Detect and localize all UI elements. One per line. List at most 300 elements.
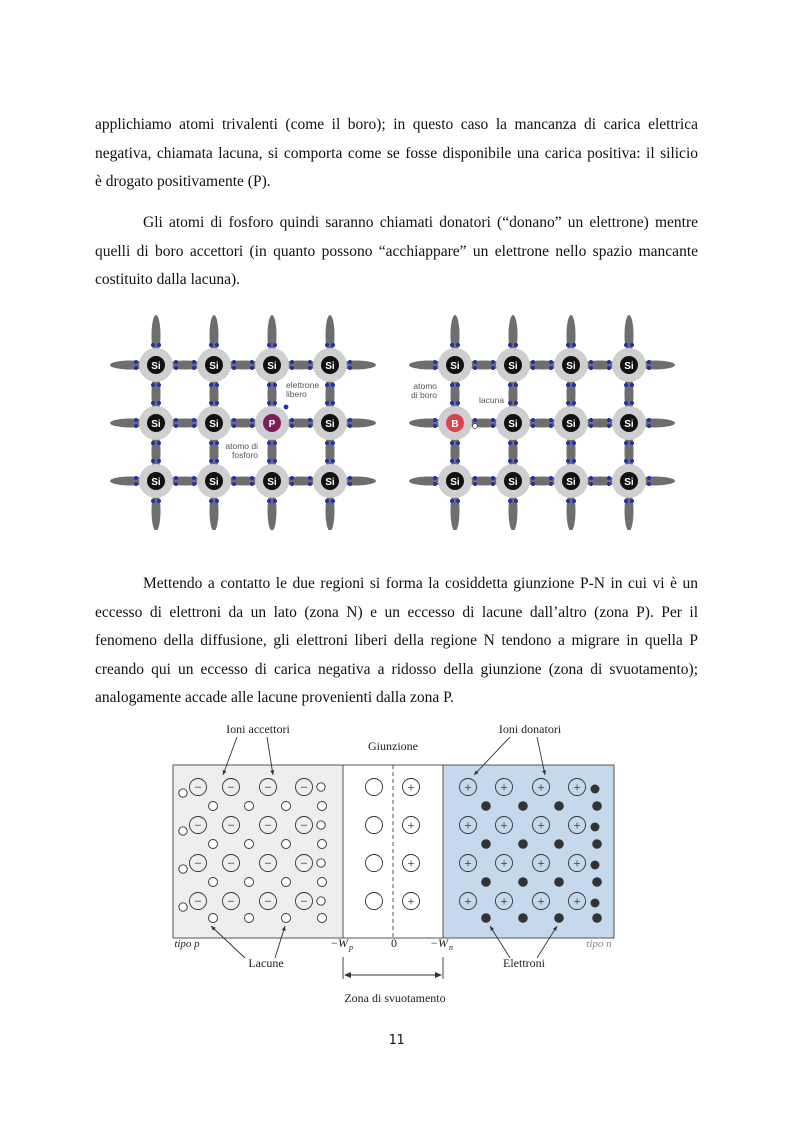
bonding-electron [647, 482, 651, 486]
bonding-electron [491, 424, 495, 428]
donor-ion-sign: + [500, 893, 508, 909]
bonding-electron [192, 476, 196, 480]
silicon-atom-label: Si [267, 361, 277, 372]
acceptor-ion-sign: − [264, 893, 272, 909]
bonding-electron [331, 383, 335, 387]
acceptor-ion-sign: − [227, 779, 235, 795]
bonding-electron [607, 418, 611, 422]
silicon-atom-label: Si [566, 477, 576, 488]
hole [318, 878, 327, 887]
pn-junction-figure [165, 713, 622, 1011]
bonding-electron [456, 459, 460, 463]
bonding-electron [308, 424, 312, 428]
hole [245, 914, 254, 923]
acceptor-ion [366, 855, 383, 872]
text-line: eccesso di elettroni da un lato (zona N) e un eccesso di lacune dall’altro (zona P). Per il [95, 603, 698, 621]
bonding-electron [624, 343, 628, 347]
depletion-zone-label: Zona di svuotamento [344, 991, 446, 1005]
bonding-electron [647, 366, 651, 370]
bonding-electron [192, 360, 196, 364]
acceptor-ion [366, 779, 383, 796]
bonding-electron [549, 476, 553, 480]
bonding-electron [348, 476, 352, 480]
bonding-electron [331, 401, 335, 405]
bonding-electron [192, 366, 196, 370]
bonding-electron [549, 360, 553, 364]
boron-atom-label: B [451, 419, 459, 430]
bonding-electron [290, 366, 294, 370]
donor-ion-sign: + [537, 855, 545, 871]
bonding-electron [566, 459, 570, 463]
bonding-electron [325, 459, 329, 463]
bonding-electron [215, 499, 219, 503]
electron [518, 839, 528, 849]
bonding-electron [630, 499, 634, 503]
bonding-electron [290, 360, 294, 364]
bonding-electron [157, 459, 161, 463]
bonding-electron [508, 383, 512, 387]
electron [518, 877, 528, 887]
electron [481, 839, 491, 849]
hole [473, 424, 478, 429]
bonding-electron [308, 360, 312, 364]
bonding-electron [456, 383, 460, 387]
page-number: 11 [388, 1033, 405, 1048]
bonding-electron [192, 418, 196, 422]
hole [209, 840, 218, 849]
bonding-electron [549, 424, 553, 428]
bonding-electron [215, 343, 219, 347]
donor-ion-sign: + [573, 893, 581, 909]
bonding-electron [325, 499, 329, 503]
bonding-electron [491, 366, 495, 370]
electron [554, 877, 564, 887]
bonding-electron [456, 441, 460, 445]
text-line: negativa, chiamata lacuna, si comporta come se fosse disponibile una carica positiva: il silicio [95, 144, 698, 162]
bonding-electron [433, 366, 437, 370]
bonding-electron [456, 499, 460, 503]
depletion-arrow-head [435, 972, 442, 978]
wp-label: −W [329, 936, 349, 950]
bonding-electron [607, 366, 611, 370]
hole [282, 840, 291, 849]
bonding-electron [308, 418, 312, 422]
bonding-electron [572, 459, 576, 463]
acceptor-ion-sign: − [300, 855, 308, 871]
bonding-electron [273, 499, 277, 503]
bonding-electron [572, 499, 576, 503]
bonding-electron [491, 482, 495, 486]
silicon-atom-label: Si [566, 419, 576, 430]
donor-ion-sign: + [500, 779, 508, 795]
bonding-electron [531, 424, 535, 428]
zero-label: 0 [391, 936, 397, 950]
hole [317, 821, 325, 829]
bonding-electron [607, 360, 611, 364]
text-line: fenomeno della diffusione, gli elettroni liberi della regione N tendono a migrare in quella P [95, 632, 698, 649]
bonding-electron [331, 499, 335, 503]
phosphorus-atom-label: atomo di [225, 441, 258, 451]
electron [591, 785, 600, 794]
hole [245, 878, 254, 887]
bonding-electron [209, 441, 213, 445]
bonding-electron [531, 476, 535, 480]
acceptor-ion-sign: − [300, 893, 308, 909]
hole-label: lacuna [479, 395, 505, 405]
bonding-electron [473, 418, 477, 422]
bonding-electron [450, 401, 454, 405]
donor-ion-sign: + [464, 855, 472, 871]
hole [209, 802, 218, 811]
hole [317, 859, 325, 867]
bonding-electron [250, 418, 254, 422]
bonding-electron [514, 401, 518, 405]
silicon-atom-label: Si [624, 361, 634, 372]
bonding-electron [508, 499, 512, 503]
free-electron-label: elettrone [286, 380, 320, 390]
silicon-atom-label: Si [209, 477, 219, 488]
bonding-electron [348, 424, 352, 428]
silicon-atom-label: Si [325, 477, 335, 488]
silicon-atom-label: Si [209, 361, 219, 372]
bonding-electron [450, 441, 454, 445]
electron [481, 801, 491, 811]
bonding-electron [589, 418, 593, 422]
silicon-atom-label: Si [325, 419, 335, 430]
silicon-atom-label: Si [209, 419, 219, 430]
silicon-atom-label: Si [450, 477, 460, 488]
silicon-atom-label: Si [566, 361, 576, 372]
bonding-electron [134, 424, 138, 428]
bonding-electron [491, 418, 495, 422]
bonding-electron [151, 401, 155, 405]
hole [282, 914, 291, 923]
bonding-electron [267, 441, 271, 445]
silicon-atom-label: Si [508, 361, 518, 372]
bonding-electron [647, 418, 651, 422]
paragraph-donors-acceptors [95, 209, 698, 295]
bonding-electron [325, 343, 329, 347]
hole [282, 802, 291, 811]
phosphorus-atom-label: fosforo [232, 450, 258, 460]
bonding-electron [174, 476, 178, 480]
bonding-electron [290, 476, 294, 480]
bonding-electron [215, 401, 219, 405]
acceptor-ion [366, 893, 383, 910]
bonding-electron [647, 476, 651, 480]
bonding-electron [151, 499, 155, 503]
hole [179, 865, 187, 873]
electron [592, 801, 602, 811]
bonding-electron [348, 482, 352, 486]
acceptor-ion-sign: − [194, 893, 202, 909]
bonding-electron [174, 366, 178, 370]
bonding-electron [624, 401, 628, 405]
hole [318, 914, 327, 923]
bonding-electron [572, 441, 576, 445]
electron [518, 913, 528, 923]
bonding-electron [325, 401, 329, 405]
bonding-electron [273, 343, 277, 347]
bonding-electron [134, 366, 138, 370]
acceptor-ion-sign: − [227, 893, 235, 909]
bonding-electron [630, 401, 634, 405]
bonding-electron [514, 459, 518, 463]
electron [554, 801, 564, 811]
bonding-electron [273, 401, 277, 405]
depletion-arrow-head [344, 972, 351, 978]
bonding-electron [290, 418, 294, 422]
bonding-electron [290, 482, 294, 486]
donor-ion-sign: + [407, 893, 415, 909]
bonding-electron [433, 482, 437, 486]
acceptor-ion-sign: − [227, 855, 235, 871]
bonding-electron [348, 360, 352, 364]
bonding-electron [566, 401, 570, 405]
donor-ion-sign: + [573, 817, 581, 833]
bonding-electron [232, 418, 236, 422]
hole [282, 878, 291, 887]
bonding-electron [491, 476, 495, 480]
bonding-electron [232, 476, 236, 480]
bonding-electron [273, 441, 277, 445]
donor-ions-label: Ioni donatori [498, 722, 562, 736]
hole [317, 897, 325, 905]
bonding-electron [531, 482, 535, 486]
donor-ion-sign: + [537, 817, 545, 833]
bonding-electron [624, 499, 628, 503]
hole [179, 827, 187, 835]
text-line: analogamente accade alle lacune provenienti dalla zona P. [95, 689, 454, 706]
text-line: applichiamo atomi trivalenti (come il boro); in questo caso la mancanza di carica elettrica [95, 116, 698, 133]
bonding-electron [508, 459, 512, 463]
acceptor-ion-sign: − [194, 779, 202, 795]
bonding-electron [572, 383, 576, 387]
bonding-electron [549, 418, 553, 422]
bonding-electron [473, 366, 477, 370]
bonding-electron [215, 441, 219, 445]
bonding-electron [331, 343, 335, 347]
bonding-electron [630, 343, 634, 347]
bonding-electron [331, 441, 335, 445]
acceptor-ions-label: Ioni accettori [226, 722, 290, 736]
hole [245, 802, 254, 811]
bonding-electron [250, 476, 254, 480]
bonding-electron [508, 441, 512, 445]
bonding-electron [607, 476, 611, 480]
bonding-electron [209, 499, 213, 503]
silicon-atom-label: Si [151, 477, 161, 488]
text-line: Mettendo a contatto le due regioni si forma la cosiddetta giunzione P-N in cui vi è un [143, 575, 698, 592]
bonding-electron [250, 482, 254, 486]
bonding-electron [157, 343, 161, 347]
free-electron-label: libero [286, 389, 307, 399]
bonding-electron [607, 482, 611, 486]
bonding-electron [325, 441, 329, 445]
hole [245, 840, 254, 849]
hole [179, 789, 187, 797]
bonding-electron [290, 424, 294, 428]
bonding-electron [192, 482, 196, 486]
bonding-electron [174, 360, 178, 364]
bonding-electron [514, 343, 518, 347]
bonding-electron [250, 360, 254, 364]
bonding-electron [151, 383, 155, 387]
silicon-atom-label: Si [151, 361, 161, 372]
wn-label: −W [429, 936, 449, 950]
silicon-atom-label: Si [151, 419, 161, 430]
electron [481, 913, 491, 923]
silicon-atom-label: Si [508, 419, 518, 430]
acceptor-ion-sign: − [300, 779, 308, 795]
bonding-electron [157, 383, 161, 387]
bonding-electron [589, 482, 593, 486]
p-type-label: tipo p [174, 938, 200, 950]
bonding-electron [549, 482, 553, 486]
bonding-electron [151, 459, 155, 463]
bonding-electron [157, 499, 161, 503]
electron [591, 861, 600, 870]
bonding-electron [624, 459, 628, 463]
bonding-electron [348, 366, 352, 370]
electron [518, 801, 528, 811]
bonding-electron [250, 366, 254, 370]
bonding-electron [450, 343, 454, 347]
hole [318, 802, 327, 811]
bonding-electron [157, 401, 161, 405]
paragraph-doping-p [95, 111, 698, 197]
hole [318, 840, 327, 849]
bonding-electron [308, 366, 312, 370]
acceptor-ion-sign: − [194, 855, 202, 871]
bonding-electron [531, 366, 535, 370]
electrons-label: Elettroni [503, 956, 545, 970]
bonding-electron [589, 366, 593, 370]
bonding-electron [514, 383, 518, 387]
bonding-electron [647, 424, 651, 428]
bonding-electron [433, 424, 437, 428]
bonding-electron [531, 418, 535, 422]
bonding-electron [308, 476, 312, 480]
bonding-electron [267, 401, 271, 405]
bonding-electron [134, 482, 138, 486]
bonding-electron [630, 383, 634, 387]
bonding-electron [549, 366, 553, 370]
hole [209, 878, 218, 887]
bonding-electron [456, 401, 460, 405]
bonding-electron [566, 343, 570, 347]
text-line: è drogato positivamente (P). [95, 173, 271, 190]
bonding-electron [589, 476, 593, 480]
bonding-electron [531, 360, 535, 364]
donor-ion-sign: + [464, 893, 472, 909]
wp-subscript: p [349, 943, 353, 952]
text-line: costituito dalla lacuna). [95, 271, 241, 288]
acceptor-ion-sign: − [227, 817, 235, 833]
phosphorus-atom-label: P [268, 419, 276, 430]
bonding-electron [630, 441, 634, 445]
silicon-atom-label: Si [624, 477, 634, 488]
bonding-electron [647, 360, 651, 364]
boron-atom-label: di boro [411, 390, 437, 400]
electron [592, 913, 602, 923]
donor-ion-sign: + [464, 817, 472, 833]
silicon-atom-label: Si [267, 477, 277, 488]
lattice-figure [106, 315, 686, 530]
bonding-electron [433, 418, 437, 422]
bonding-electron [456, 343, 460, 347]
bonding-electron [267, 499, 271, 503]
silicon-atom-label: Si [325, 361, 335, 372]
electron [591, 823, 600, 832]
paragraph-pn-junction [95, 570, 698, 713]
bonding-electron [630, 459, 634, 463]
bonding-electron [209, 343, 213, 347]
bonding-electron [566, 499, 570, 503]
bonding-electron [273, 459, 277, 463]
holes-label: Lacune [248, 956, 284, 970]
bonding-electron [134, 476, 138, 480]
acceptor-ion-sign: − [194, 817, 202, 833]
donor-ion-sign: + [407, 817, 415, 833]
bonding-electron [174, 482, 178, 486]
bonding-electron [134, 418, 138, 422]
donor-ion-sign: + [573, 779, 581, 795]
acceptor-ion [366, 817, 383, 834]
bonding-electron [491, 360, 495, 364]
bonding-electron [174, 418, 178, 422]
bonding-electron [450, 499, 454, 503]
acceptor-ion-sign: − [264, 779, 272, 795]
bonding-electron [192, 424, 196, 428]
electron [481, 877, 491, 887]
bonding-electron [348, 418, 352, 422]
bonding-electron [433, 360, 437, 364]
silicon-atom-label: Si [450, 361, 460, 372]
bonding-electron [267, 383, 271, 387]
text-line: quelli di boro accettori (in quanto possono “acchiappare” un elettrone nello spazio mancante [95, 242, 698, 260]
bonding-electron [624, 441, 628, 445]
text-line: creando qui un eccesso di carica negativa a ridosso della giunzione (zona di svuotamento); [95, 660, 698, 678]
bonding-electron [473, 476, 477, 480]
bonding-electron [215, 383, 219, 387]
acceptor-ion-sign: − [300, 817, 308, 833]
bonding-electron [514, 441, 518, 445]
bonding-electron [250, 424, 254, 428]
wn-subscript: n [449, 943, 453, 952]
bonding-electron [514, 499, 518, 503]
bonding-electron [325, 383, 329, 387]
bonding-electron [308, 482, 312, 486]
bonding-electron [157, 441, 161, 445]
bonding-electron [151, 343, 155, 347]
donor-ion-sign: + [407, 855, 415, 871]
acceptor-ion-sign: − [264, 817, 272, 833]
bonding-electron [473, 360, 477, 364]
junction-label: Giunzione [368, 739, 418, 753]
hole [317, 783, 325, 791]
donor-ion-sign: + [537, 893, 545, 909]
bonding-electron [232, 424, 236, 428]
bonding-electron [572, 343, 576, 347]
n-type-label: tipo n [586, 938, 612, 950]
electron [592, 839, 602, 849]
bonding-electron [209, 383, 213, 387]
bonding-electron [273, 383, 277, 387]
bonding-electron [232, 366, 236, 370]
bonding-electron [134, 360, 138, 364]
donor-ion-sign: + [573, 855, 581, 871]
